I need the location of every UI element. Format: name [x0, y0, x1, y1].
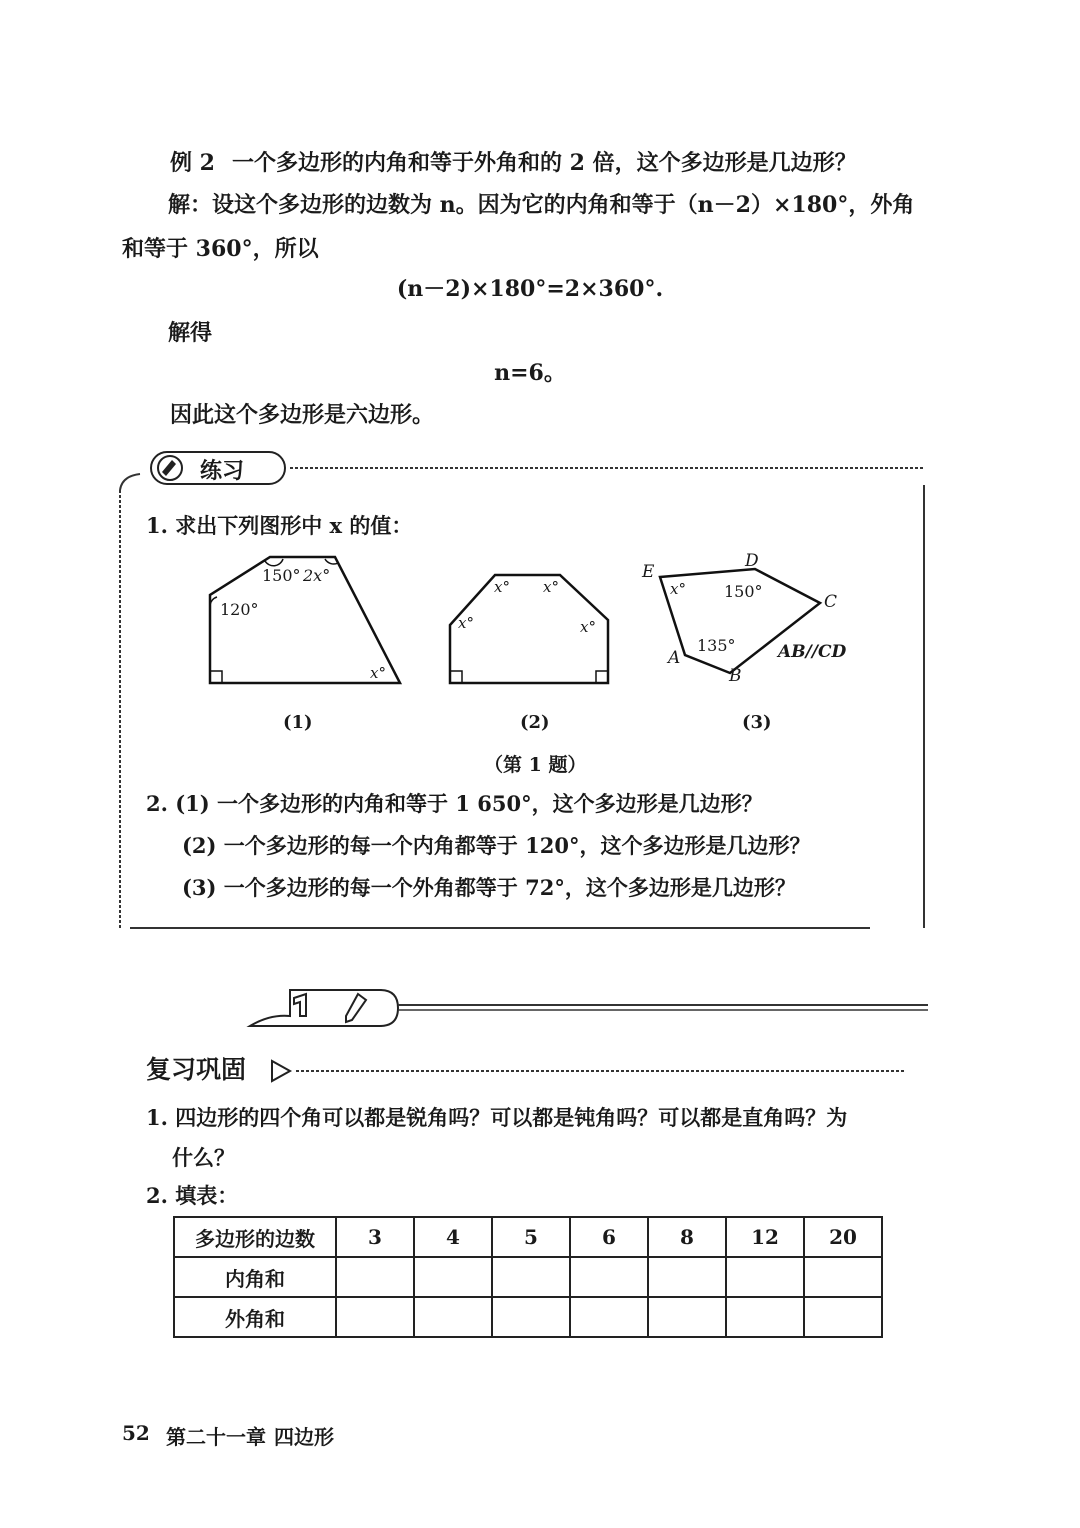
fig1-angle-120: 120°: [220, 600, 259, 619]
practice-q1: 1. 求出下列图形中 x 的值：: [146, 513, 413, 538]
figure-caption: （第 1 题）: [484, 754, 587, 776]
fig3-label-E: E: [642, 562, 655, 582]
fig3-parallel-note: AB//CD: [778, 642, 847, 662]
fig1-angle-150: 150°: [262, 566, 301, 585]
solution-line-2: 和等于 360°，所以: [122, 236, 319, 262]
fig3-caption: (3): [742, 712, 772, 733]
example-question: 一个多边形的内角和等于外角和的 2 倍，这个多边形是几边形？: [232, 150, 857, 176]
table-cell-empty[interactable]: [570, 1257, 648, 1297]
fig1-caption: (1): [283, 712, 313, 733]
fig2-angle-x-2: x°: [543, 578, 559, 596]
fig3-label-D: D: [745, 551, 759, 571]
practice-q2-1: 2. (1) 一个多边形的内角和等于 1 650°，这个多边形是几边形？: [146, 791, 763, 816]
polygon-table: [173, 1216, 883, 1338]
table-header-exterior: 外角和: [174, 1297, 336, 1337]
fig2-angle-x-1: x°: [494, 578, 510, 596]
table-cell: 4: [414, 1217, 492, 1257]
practice-q2-2: (2) 一个多边形的每一个内角都等于 120°，这个多边形是几边形？: [182, 833, 811, 858]
solve-label: 解得: [168, 320, 213, 346]
table-cell-empty[interactable]: [414, 1297, 492, 1337]
fig3-angle-150: 150°: [724, 582, 763, 601]
fig2-caption: (2): [520, 712, 550, 733]
table-cell: 5: [492, 1217, 570, 1257]
table-cell-empty[interactable]: [804, 1257, 882, 1297]
fig3-angle-135: 135°: [697, 636, 736, 655]
practice-title: 练习: [200, 458, 245, 484]
table-cell-empty[interactable]: [726, 1297, 804, 1337]
chapter-topic: 四边形: [274, 1425, 334, 1449]
table-cell: 3: [336, 1217, 414, 1257]
table-header-interior: 内角和: [174, 1257, 336, 1297]
review-q2: 2. 填表：: [146, 1183, 239, 1208]
review-q1-line-1: 1. 四边形的四个角可以都是锐角吗？可以都是钝角吗？可以都是直角吗？为: [146, 1105, 848, 1130]
table-header-sides: 多边形的边数: [174, 1217, 336, 1257]
table-cell-empty[interactable]: [570, 1297, 648, 1337]
table-cell-empty[interactable]: [726, 1257, 804, 1297]
table-cell-empty[interactable]: [804, 1297, 882, 1337]
practice-q2-3: (3) 一个多边形的每一个外角都等于 72°，这个多边形是几边形？: [182, 875, 796, 900]
equation: (n－2)×180°=2×360°.: [396, 276, 664, 302]
table-cell: 6: [570, 1217, 648, 1257]
review-title: 复习巩固: [146, 1055, 247, 1084]
fig1-angle-x: x°: [370, 664, 386, 682]
fig3-label-B: B: [729, 666, 742, 686]
table-cell-empty[interactable]: [414, 1257, 492, 1297]
table-cell-empty[interactable]: [336, 1257, 414, 1297]
table-cell-empty[interactable]: [492, 1257, 570, 1297]
fig3-angle-x: x°: [670, 580, 686, 598]
fig2-angle-x-4: x°: [580, 618, 596, 636]
table-cell-empty[interactable]: [648, 1257, 726, 1297]
result: n=6。: [494, 360, 566, 386]
section-divider: [230, 980, 930, 1040]
table-row: [174, 1257, 882, 1297]
review-q1-line-2: 什么？: [172, 1145, 235, 1170]
table-row: [174, 1297, 882, 1337]
page-number: 52: [122, 1421, 150, 1445]
table-cell: 8: [648, 1217, 726, 1257]
table-cell-empty[interactable]: [648, 1297, 726, 1337]
table-cell: 12: [726, 1217, 804, 1257]
solution-line-1: 解：设这个多边形的边数为 n。因为它的内角和等于（n－2）×180°，外角: [168, 192, 915, 218]
example-label: 例 2: [170, 150, 215, 176]
fig3-label-C: C: [824, 592, 838, 612]
conclusion: 因此这个多边形是六边形。: [170, 402, 435, 428]
fig2-angle-x-3: x°: [458, 614, 474, 632]
table-cell-empty[interactable]: [492, 1297, 570, 1337]
fig1-angle-2x: 2x°: [303, 566, 331, 585]
table-row: [174, 1217, 882, 1257]
table-cell: 20: [804, 1217, 882, 1257]
fig3-label-A: A: [668, 648, 681, 668]
review-title-arrow: [270, 1058, 910, 1084]
table-cell-empty[interactable]: [336, 1297, 414, 1337]
chapter-label: 第二十一章: [166, 1425, 266, 1449]
